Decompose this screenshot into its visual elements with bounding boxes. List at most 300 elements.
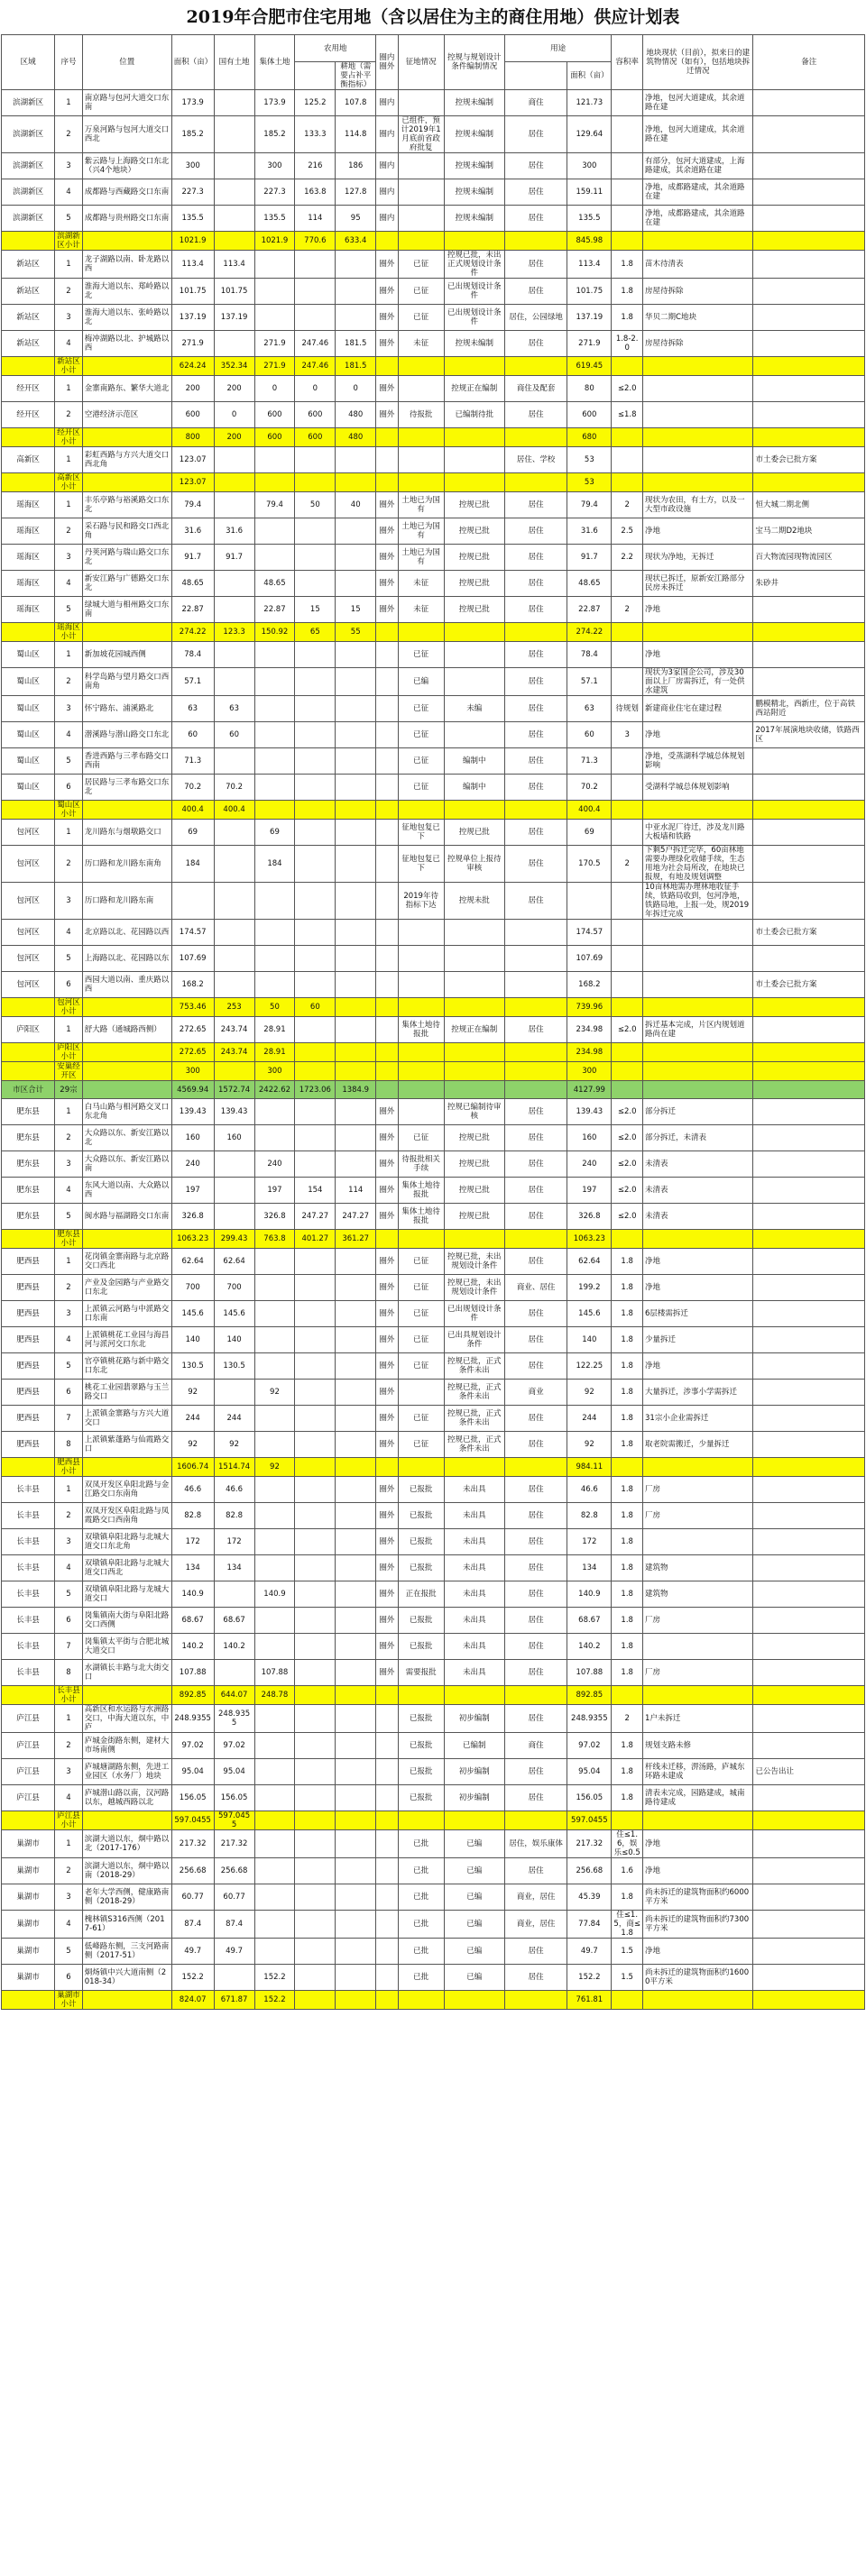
table-cell — [254, 518, 295, 545]
table-cell — [2, 428, 55, 447]
table-cell: 53 — [567, 447, 612, 473]
table-cell: 已报批 — [398, 1555, 444, 1581]
table-cell — [444, 668, 504, 696]
table-cell: 4 — [55, 722, 83, 748]
table-cell: 3 — [55, 1759, 83, 1785]
table-cell: 247.46 — [295, 357, 336, 376]
table-cell: 113.4 — [567, 251, 612, 279]
table-cell: 134 — [214, 1555, 254, 1581]
table-cell — [336, 545, 376, 571]
table-cell: 173.9 — [171, 90, 214, 116]
table-cell: 248.9355 — [214, 1705, 254, 1733]
table-cell — [753, 206, 865, 232]
table-cell — [753, 1939, 865, 1965]
table-cell: 69 — [254, 820, 295, 846]
table-cell — [254, 883, 295, 920]
table-cell: 未出具 — [444, 1634, 504, 1660]
table-cell — [753, 153, 865, 179]
table-cell — [295, 251, 336, 279]
header-use-type — [504, 62, 567, 90]
table-row — [2, 545, 865, 571]
table-cell: 居住 — [504, 279, 567, 305]
table-cell — [753, 748, 865, 775]
table-cell: 圈外 — [376, 279, 398, 305]
table-cell: 控规已编制待审核 — [444, 1099, 504, 1125]
table-cell: 2 — [612, 846, 643, 883]
table-cell: 272.65 — [171, 1043, 214, 1062]
table-cell: 肥西县 — [2, 1432, 55, 1458]
table-cell: 114.8 — [336, 116, 376, 153]
table-row — [2, 668, 865, 696]
table-cell: 271.9 — [171, 331, 214, 357]
table-cell: 待规划 — [612, 696, 643, 722]
table-row — [2, 1965, 865, 1991]
table-cell: 滨湖新区小计 — [55, 232, 83, 251]
table-cell: 经开区小计 — [55, 428, 83, 447]
table-cell: 取老院需搬迁，少量拆迁 — [643, 1432, 753, 1458]
table-cell: 未清表 — [643, 1178, 753, 1204]
table-cell: 圈外 — [376, 1275, 398, 1301]
table-cell — [295, 1660, 336, 1686]
table-cell: 69 — [171, 820, 214, 846]
table-cell — [82, 428, 171, 447]
table-cell: 114 — [295, 206, 336, 232]
table-cell: 2 — [55, 402, 83, 428]
table-cell: 长丰县 — [2, 1555, 55, 1581]
table-cell: 龙川路东与烟墩路交口 — [82, 820, 171, 846]
table-cell — [398, 1043, 444, 1062]
table-cell — [753, 1327, 865, 1353]
table-cell — [336, 1043, 376, 1062]
subtotal-row — [2, 801, 865, 820]
subtotal-row — [2, 473, 865, 492]
table-cell: 舒大路（通城路西侧） — [82, 1017, 171, 1043]
table-cell — [612, 946, 643, 972]
table-row — [2, 1204, 865, 1230]
table-cell: 2.5 — [612, 518, 643, 545]
table-cell: 商业，居住 — [504, 1884, 567, 1911]
table-cell — [336, 946, 376, 972]
table-cell: 蜀山区 — [2, 722, 55, 748]
table-cell: 125.2 — [295, 90, 336, 116]
table-cell — [612, 623, 643, 642]
table-cell: 圈外 — [376, 1477, 398, 1503]
table-cell: 140.9 — [254, 1581, 295, 1608]
table-cell: 控规已批，正式条件未出 — [444, 1406, 504, 1432]
table-row — [2, 1477, 865, 1503]
table-cell — [336, 1301, 376, 1327]
table-row — [2, 1939, 865, 1965]
table-cell — [612, 1811, 643, 1830]
table-cell — [376, 447, 398, 473]
table-cell — [336, 251, 376, 279]
table-cell — [336, 1965, 376, 1991]
table-cell: 8 — [55, 1432, 83, 1458]
table-cell: 净地 — [643, 518, 753, 545]
table-cell: 22.87 — [254, 597, 295, 623]
table-cell — [398, 998, 444, 1017]
table-cell: 240 — [171, 1151, 214, 1178]
table-cell: 97.02 — [214, 1733, 254, 1759]
table-cell — [254, 305, 295, 331]
table-cell — [295, 1811, 336, 1830]
table-cell — [612, 820, 643, 846]
table-cell: 肥西县 — [2, 1301, 55, 1327]
table-cell: 361.27 — [336, 1230, 376, 1249]
table-cell: 圈内 — [376, 153, 398, 179]
table-cell — [295, 1327, 336, 1353]
table-cell: 101.75 — [171, 279, 214, 305]
table-cell: 圈外 — [376, 1178, 398, 1204]
table-cell — [643, 801, 753, 820]
table-cell: 135.5 — [254, 206, 295, 232]
table-cell — [295, 1301, 336, 1327]
table-cell — [376, 1911, 398, 1939]
table-cell — [376, 946, 398, 972]
table-cell: 248.78 — [254, 1686, 295, 1705]
table-cell — [214, 116, 254, 153]
table-cell: 48.65 — [567, 571, 612, 597]
table-cell — [753, 279, 865, 305]
table-cell — [214, 946, 254, 972]
table-cell: 156.05 — [214, 1785, 254, 1811]
table-cell: 下剩5户拆迁完毕，60亩林地需要办理绿化收储手续，生态用地为社会局所改，在地块已报规，有地及规划调整 — [643, 846, 753, 883]
table-cell: 1 — [55, 1477, 83, 1503]
table-cell: 肥东县 — [2, 1151, 55, 1178]
table-row — [2, 946, 865, 972]
table-cell: 87.4 — [171, 1911, 214, 1939]
table-cell: 居住 — [504, 775, 567, 801]
table-cell: 6 — [55, 1380, 83, 1406]
table-cell: 已征 — [398, 1406, 444, 1432]
table-cell: 包河区 — [2, 883, 55, 920]
table-cell: 200 — [171, 376, 214, 402]
table-cell: 控规已批 — [444, 820, 504, 846]
table-cell: 156.05 — [171, 1785, 214, 1811]
table-cell: 1.8 — [612, 1884, 643, 1911]
table-cell: 圈外 — [376, 1529, 398, 1555]
table-cell: 129.64 — [567, 116, 612, 153]
table-cell: 已批 — [398, 1965, 444, 1991]
table-cell: 3 — [55, 696, 83, 722]
table-cell — [336, 1151, 376, 1178]
table-cell: 净地 — [643, 597, 753, 623]
table-cell: 控规未编制 — [444, 206, 504, 232]
table-cell — [336, 1458, 376, 1477]
table-cell — [336, 1939, 376, 1965]
table-cell: 770.6 — [295, 232, 336, 251]
table-cell: 已出规划设计条件 — [444, 305, 504, 331]
table-cell: 桃花工业园翡翠路与玉兰路交口 — [82, 1380, 171, 1406]
table-cell — [295, 946, 336, 972]
table-cell: 253 — [214, 998, 254, 1017]
table-cell — [214, 571, 254, 597]
table-cell — [214, 331, 254, 357]
table-cell: 95.04 — [567, 1759, 612, 1785]
table-cell: 199.2 — [567, 1275, 612, 1301]
table-cell: 庐城潜山路以南，汉河路以东，越城西路以北 — [82, 1785, 171, 1811]
table-cell: 庐城塘湖路东侧，先进工业园区（水务厂）地块 — [82, 1759, 171, 1785]
table-cell: 新站区小计 — [55, 357, 83, 376]
table-cell — [376, 1830, 398, 1858]
table-cell — [214, 748, 254, 775]
table-cell: 92 — [254, 1380, 295, 1406]
table-cell: 长丰县 — [2, 1529, 55, 1555]
table-cell: 上派镇桃花工业园与海昌河与派河交口东北 — [82, 1327, 171, 1353]
table-body — [2, 90, 865, 2010]
table-cell: 蜀山区 — [2, 748, 55, 775]
table-cell — [753, 251, 865, 279]
table-cell — [336, 1884, 376, 1911]
table-cell: 217.32 — [567, 1830, 612, 1858]
table-cell: 瑶海区 — [2, 597, 55, 623]
table-cell: 644.07 — [214, 1686, 254, 1705]
table-cell: 1.8 — [612, 1660, 643, 1686]
table-cell: ≤2.0 — [612, 1151, 643, 1178]
table-row — [2, 116, 865, 153]
table-cell: 双凤开发区阜阳北路与凤霞路交口西南角 — [82, 1503, 171, 1529]
table-cell — [336, 1686, 376, 1705]
table-cell — [254, 1099, 295, 1125]
table-cell: 少量拆迁 — [643, 1327, 753, 1353]
table-cell: 1606.74 — [171, 1458, 214, 1477]
table-cell: 248.9355 — [171, 1705, 214, 1733]
table-cell: 168.2 — [567, 972, 612, 998]
table-cell — [254, 1327, 295, 1353]
table-cell: 双墩镇阜阳北路与龙城大道交口 — [82, 1581, 171, 1608]
table-cell: 163.8 — [295, 179, 336, 206]
table-row — [2, 1301, 865, 1327]
table-cell: 成都路与贵州路交口东南 — [82, 206, 171, 232]
table-cell: 107.8 — [336, 90, 376, 116]
table-cell: 烔炀镇中兴大道南侧（2018-34） — [82, 1965, 171, 1991]
table-cell: 2 — [612, 1705, 643, 1733]
table-cell — [504, 920, 567, 946]
table-cell: 控规未编制 — [444, 116, 504, 153]
table-cell: 300 — [567, 1062, 612, 1081]
table-row — [2, 1503, 865, 1529]
table-cell — [336, 447, 376, 473]
table-cell: 2 — [55, 846, 83, 883]
table-cell — [295, 1151, 336, 1178]
table-cell — [753, 1555, 865, 1581]
table-cell — [2, 232, 55, 251]
table-cell: 厂房 — [643, 1660, 753, 1686]
table-cell: 31.6 — [567, 518, 612, 545]
table-cell — [336, 1529, 376, 1555]
table-cell — [336, 1785, 376, 1811]
table-cell: 居住 — [504, 1858, 567, 1884]
table-cell: 0 — [254, 376, 295, 402]
table-cell: 历口路和龙川路东南角 — [82, 846, 171, 883]
table-cell: 4 — [55, 1911, 83, 1939]
table-row — [2, 1249, 865, 1275]
table-cell: 4127.99 — [567, 1081, 612, 1099]
table-cell: 4 — [55, 331, 83, 357]
table-row — [2, 447, 865, 473]
table-cell — [504, 801, 567, 820]
table-cell — [376, 748, 398, 775]
table-cell: 圈外 — [376, 571, 398, 597]
table-cell — [567, 883, 612, 920]
table-cell — [336, 1249, 376, 1275]
table-cell: 尚未拆迁的建筑物面积约6000平方米 — [643, 1884, 753, 1911]
table-cell: 集体土地待报批 — [398, 1017, 444, 1043]
table-cell: 龙子湖路以南、卧龙路以西 — [82, 251, 171, 279]
table-cell: 已征 — [398, 775, 444, 801]
table-cell: 247.46 — [295, 331, 336, 357]
table-cell — [376, 998, 398, 1017]
table-cell: 控规已批，未出正式规划设计条件 — [444, 251, 504, 279]
table-cell — [753, 428, 865, 447]
table-cell — [295, 571, 336, 597]
subtotal-row — [2, 1230, 865, 1249]
table-cell: 97.02 — [171, 1733, 214, 1759]
table-cell — [336, 1811, 376, 1830]
table-cell: 274.22 — [171, 623, 214, 642]
table-cell — [336, 668, 376, 696]
table-cell: 1 — [55, 1705, 83, 1733]
table-cell — [504, 1686, 567, 1705]
table-cell: 居住 — [504, 1178, 567, 1204]
table-cell — [753, 1991, 865, 2010]
table-cell: 326.8 — [171, 1204, 214, 1230]
table-cell: 控规未编制 — [444, 179, 504, 206]
table-cell — [336, 1759, 376, 1785]
subtotal-row — [2, 998, 865, 1017]
table-cell: 长丰县 — [2, 1503, 55, 1529]
table-cell: 62.64 — [214, 1249, 254, 1275]
table-cell — [643, 1043, 753, 1062]
table-cell: 5 — [55, 1204, 83, 1230]
table-cell — [254, 1830, 295, 1858]
table-cell: 79.4 — [254, 492, 295, 518]
table-cell: 已批 — [398, 1830, 444, 1858]
table-cell: 现状为3家国企公司，涉及30面以上厂房需拆迁，有一处供水建筑 — [643, 668, 753, 696]
table-cell: 已编 — [398, 668, 444, 696]
table-cell — [295, 1529, 336, 1555]
table-cell — [254, 473, 295, 492]
table-cell — [336, 1705, 376, 1733]
table-cell — [82, 1062, 171, 1081]
table-cell: 6 — [55, 775, 83, 801]
subtotal-row — [2, 232, 865, 251]
table-cell — [376, 846, 398, 883]
table-cell: 761.81 — [567, 1991, 612, 2010]
table-cell: 已编 — [444, 1884, 504, 1911]
table-cell: 234.98 — [567, 1017, 612, 1043]
table-cell — [214, 1178, 254, 1204]
table-cell: 671.87 — [214, 1991, 254, 2010]
table-cell — [444, 722, 504, 748]
table-cell — [254, 1432, 295, 1458]
table-cell: 未清表 — [643, 1151, 753, 1178]
table-cell: 2 — [55, 1125, 83, 1151]
table-cell: 居住 — [504, 1353, 567, 1380]
table-cell: 居住 — [504, 722, 567, 748]
table-cell — [504, 1062, 567, 1081]
table-cell — [444, 473, 504, 492]
table-cell: 圈内 — [376, 90, 398, 116]
table-cell: 69 — [567, 820, 612, 846]
table-cell: 滨湖大道以东，烔中路以南（2018-29） — [82, 1858, 171, 1884]
header-area: 面积（亩） — [171, 35, 214, 90]
table-cell: 2019年待指标下达 — [398, 883, 444, 920]
table-cell: 瑶海区 — [2, 545, 55, 571]
table-cell: 227.3 — [171, 179, 214, 206]
table-cell — [398, 473, 444, 492]
table-cell: 160 — [567, 1125, 612, 1151]
table-cell — [336, 1477, 376, 1503]
table-cell: 肥西县 — [2, 1327, 55, 1353]
table-cell: 新安江路与广德路交口东北 — [82, 571, 171, 597]
table-cell — [612, 920, 643, 946]
table-cell — [336, 883, 376, 920]
table-cell: 居住 — [504, 1965, 567, 1991]
table-cell: 已征 — [398, 642, 444, 668]
table-cell — [753, 305, 865, 331]
table-cell — [254, 1249, 295, 1275]
table-cell — [398, 357, 444, 376]
table-cell — [254, 1608, 295, 1634]
table-cell: 产业及金园路与产业路交口东北 — [82, 1275, 171, 1301]
table-cell — [376, 1858, 398, 1884]
table-cell: 控规已批 — [444, 518, 504, 545]
table-cell: 蜀山区 — [2, 642, 55, 668]
table-cell: 居住，娱乐康体 — [504, 1830, 567, 1858]
table-cell — [643, 1230, 753, 1249]
table-cell — [336, 1432, 376, 1458]
table-cell: 圈外 — [376, 492, 398, 518]
table-row — [2, 696, 865, 722]
table-cell: 55 — [336, 623, 376, 642]
table-cell: 63 — [567, 696, 612, 722]
table-cell: 已报批 — [398, 1785, 444, 1811]
table-cell: 居住 — [504, 251, 567, 279]
table-cell: 0 — [336, 376, 376, 402]
table-cell: 145.6 — [567, 1301, 612, 1327]
table-cell: 326.8 — [254, 1204, 295, 1230]
table-cell: 0 — [295, 376, 336, 402]
table-cell: 已征 — [398, 1249, 444, 1275]
table-row — [2, 1608, 865, 1634]
table-cell: 居住 — [504, 597, 567, 623]
table-cell: 1户未拆迁 — [643, 1705, 753, 1733]
table-cell: 长丰县小计 — [55, 1686, 83, 1705]
table-row — [2, 1178, 865, 1204]
table-cell — [504, 946, 567, 972]
table-cell: 845.98 — [567, 232, 612, 251]
table-row — [2, 90, 865, 116]
table-cell: 2 — [55, 1733, 83, 1759]
table-cell: 2 — [55, 1275, 83, 1301]
table-cell — [295, 668, 336, 696]
table-cell: 78.4 — [567, 642, 612, 668]
table-cell — [376, 1705, 398, 1733]
table-cell — [336, 998, 376, 1017]
table-cell: 圈内 — [376, 206, 398, 232]
table-cell: 居住 — [504, 1759, 567, 1785]
table-cell — [336, 820, 376, 846]
table-cell: 1 — [55, 251, 83, 279]
table-row — [2, 1275, 865, 1301]
table-cell: 滨湖新区 — [2, 116, 55, 153]
table-cell: 130.5 — [214, 1353, 254, 1380]
table-cell: 300 — [171, 153, 214, 179]
table-cell — [336, 1099, 376, 1125]
table-cell — [612, 1686, 643, 1705]
table-cell: 净地 — [643, 1249, 753, 1275]
